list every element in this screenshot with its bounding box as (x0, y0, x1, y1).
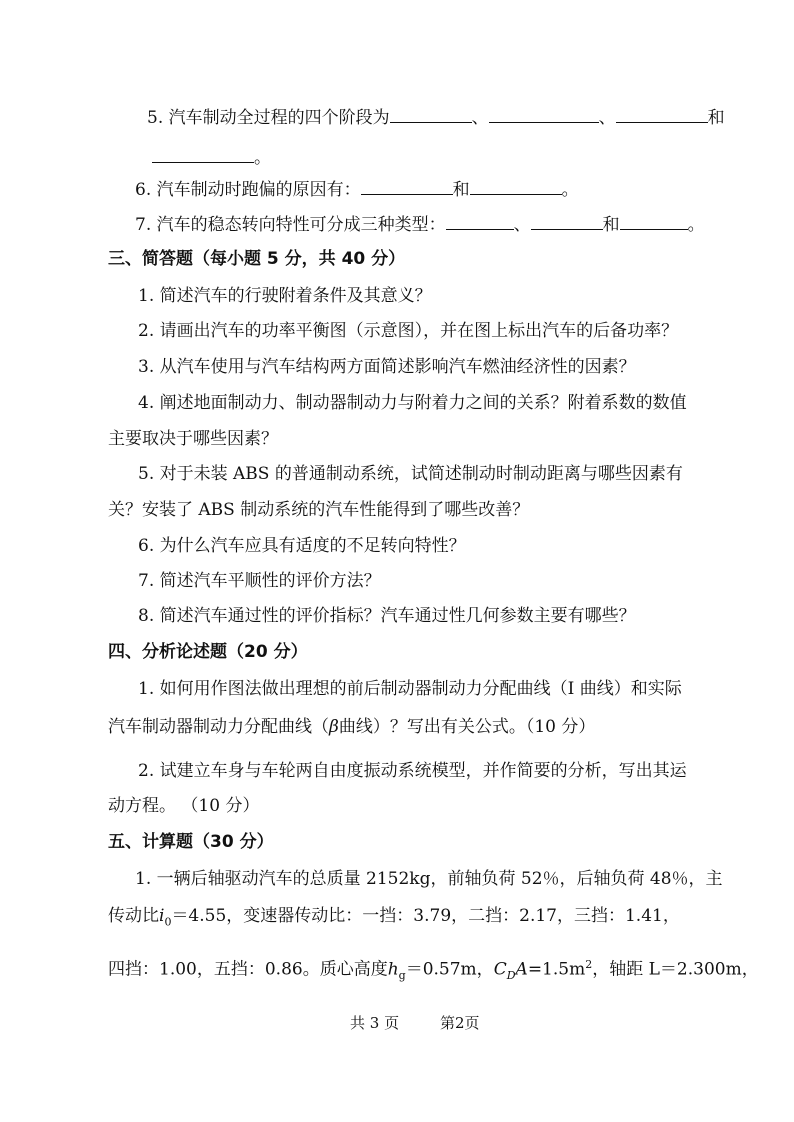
section3-q1: 1. 简述汽车的行驶附着条件及其意义？ (138, 286, 432, 306)
section3-q4-line1: 4. 阐述地面制动力、制动器制动力与附着力之间的关系？附着系数的数值 (138, 393, 687, 413)
l3-text-mid: ＝0.57m， (405, 959, 494, 980)
section3-q4-line2: 主要取决于哪些因素？ (108, 429, 278, 449)
fill-blank-q5-line2 (152, 146, 271, 169)
section3-heading: 三、简答题（每小题 5 分，共 40 分） (108, 249, 406, 269)
answer-blank (616, 106, 708, 123)
section3-q8: 8. 简述汽车通过性的评价指标？汽车通过性几何参数主要有哪些？ (138, 606, 636, 626)
section4-q2-line2: 动方程。 （10 分） (108, 796, 260, 816)
fill-blank-q5-line1 (147, 106, 725, 129)
section3-q2: 2. 请画出汽车的功率平衡图（示意图），并在图上标出汽车的后备功率？ (138, 321, 679, 341)
area-exponent: 2 (585, 958, 593, 971)
section5-q1-line3 (108, 954, 759, 987)
l3-text-post: ，轴距 L＝2.300m， (592, 959, 759, 980)
q1-text-pre: 汽车制动器制动力分配曲线（ (108, 717, 329, 737)
hg-subscript: g (398, 969, 406, 983)
l3-text-pre: 四挡：1.00，五挡：0.86。质心高度 (108, 959, 388, 980)
q7-text: 7. 汽车的稳态转向特性可分成三种类型： (135, 215, 446, 235)
answer-blank (152, 146, 254, 163)
period: 。 (561, 180, 579, 200)
l2-text-post: ＝4.55，变速器传动比：一挡：3.79，二挡：2.17，三挡：1.41， (171, 906, 680, 926)
section3-q5-line1: 5. 对于未装 ABS 的普通制动系统，试简述制动时制动距离与哪些因素有 (138, 464, 683, 484)
cd-subscript: D (506, 969, 516, 983)
separator: 、 (513, 215, 531, 235)
l2-text-pre: 传动比 (108, 906, 159, 926)
i0-symbol: i (159, 906, 165, 926)
answer-blank (361, 178, 453, 195)
area-value: =1.5m (527, 959, 586, 980)
section3-q7: 7. 简述汽车平顺性的评价方法？ (138, 571, 381, 591)
page-footer-total: 共 3 页 (350, 1014, 400, 1032)
hg-symbol: h (387, 959, 399, 980)
section3-q5-line2: 关？安装了 ABS 制动系统的汽车性能得到了哪些改善？ (108, 500, 530, 520)
separator: 、 (471, 108, 489, 128)
q1-text-post: 曲线）？写出有关公式。（10 分） (338, 717, 596, 737)
separator: 、 (598, 108, 616, 128)
page-footer-current: 第2页 (440, 1014, 480, 1032)
answer-blank (531, 213, 603, 230)
answer-blank (390, 106, 472, 123)
section4-q1-line1: 1. 如何用作图法做出理想的前后制动器制动力分配曲线（I 曲线）和实际 (138, 679, 682, 699)
answer-blank (470, 178, 562, 195)
answer-blank (489, 106, 599, 123)
answer-blank (446, 213, 514, 230)
conjunction: 和 (707, 108, 725, 128)
i0-subscript: 0 (164, 915, 172, 929)
conjunction: 和 (452, 180, 470, 200)
section5-q1-line1: 1. 一辆后轴驱动汽车的总质量 2152kg，前轴负荷 52％，后轴负荷 48％，主 (135, 869, 723, 889)
section4-q2-line1: 2. 试建立车身与车轮两自由度振动系统模型，并作简要的分析，写出其运 (138, 761, 687, 781)
period: 。 (687, 215, 705, 235)
fill-blank-q6 (135, 178, 579, 201)
area-symbol: A (515, 959, 528, 980)
fill-blank-q7 (135, 213, 705, 236)
answer-blank (620, 213, 688, 230)
q6-text: 6. 汽车制动时跑偏的原因有： (135, 180, 361, 200)
period: 。 (254, 148, 271, 168)
beta-symbol: β (329, 717, 339, 737)
section5-heading: 五、计算题（30 分） (108, 832, 274, 852)
cd-symbol: C (493, 959, 507, 980)
conjunction: 和 (602, 215, 620, 235)
section4-q1-line2 (108, 716, 595, 738)
section5-q1-line2 (108, 905, 680, 933)
section3-q6: 6. 为什么汽车应具有适度的不足转向特性？ (138, 536, 466, 556)
q5-text: 5. 汽车制动全过程的四个阶段为 (147, 108, 390, 128)
section3-q3: 3. 从汽车使用与汽车结构两方面简述影响汽车燃油经济性的因素？ (138, 357, 636, 377)
section4-heading: 四、分析论述题（20 分） (108, 642, 308, 662)
